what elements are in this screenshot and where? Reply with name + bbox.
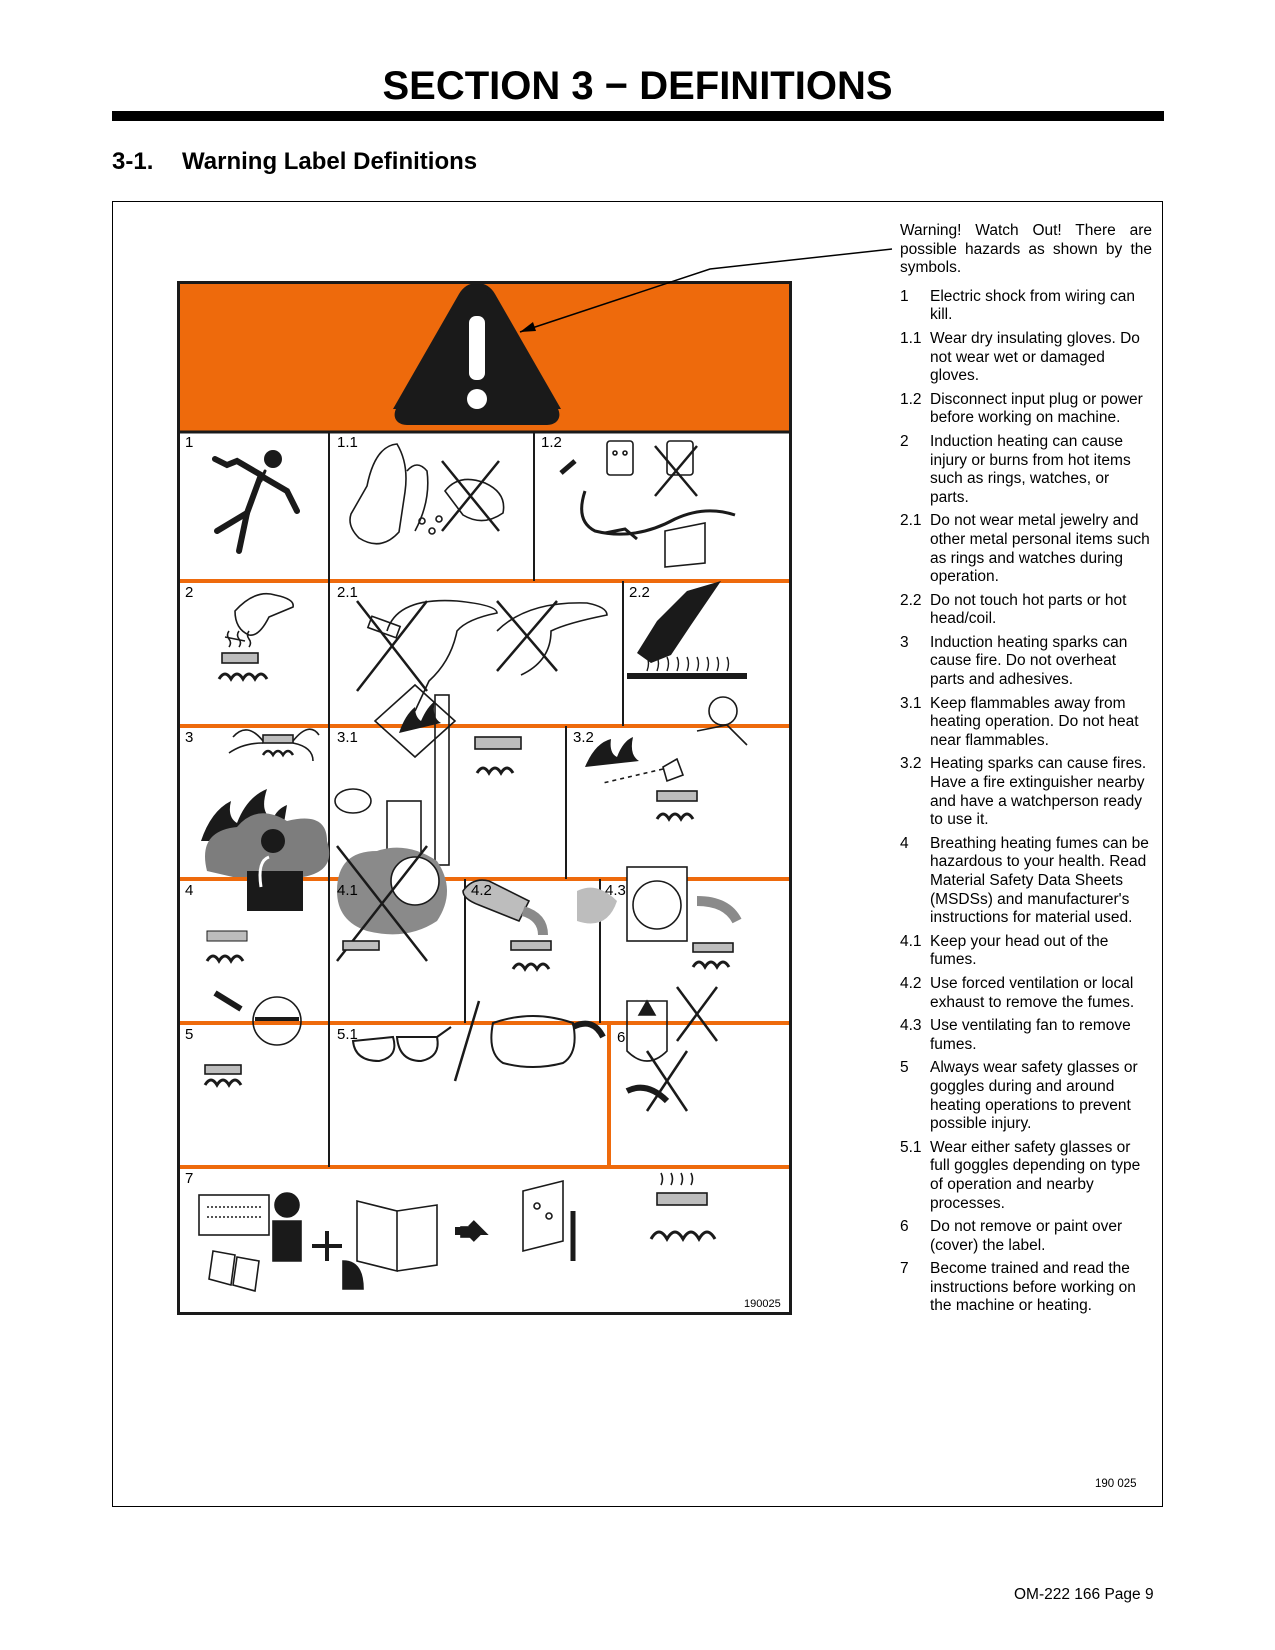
definition-number: 1.1 — [900, 329, 922, 347]
definition-item — [900, 1218, 1152, 1255]
label-id: 190025 — [744, 1298, 781, 1310]
definition-number: 5.1 — [900, 1138, 922, 1156]
definition-text: Do not touch hot parts or hot head/coil. — [930, 591, 1127, 628]
definition-number: 3 — [900, 633, 909, 651]
definition-number: 3.2 — [900, 755, 922, 773]
definition-text: Induction heating can cause injury or burns from hot items such as rings, watches, or parts. — [930, 432, 1131, 506]
section-title: SECTION 3 − DEFINITIONS — [382, 64, 893, 108]
definition-item — [900, 512, 1152, 586]
definition-number: 5 — [900, 1059, 909, 1077]
definition-text: Electric shock from wiring can kill. — [930, 287, 1136, 324]
definition-text: Use forced ventilation or local exhaust to remove the fumes. — [930, 974, 1135, 1011]
definition-text: Do not remove or paint over (cover) the label. — [930, 1218, 1123, 1254]
subsection-title: Warning Label Definitions — [182, 148, 478, 175]
definition-number: 1 — [900, 287, 909, 305]
cell-number-3-1: 3.1 — [337, 729, 358, 746]
definitions-intro: Warning! Watch Out! There are possible hazards as shown by the symbols. — [900, 222, 1152, 277]
definition-item — [900, 975, 1152, 1012]
definition-item — [900, 288, 1152, 325]
definition-number: 4.2 — [900, 974, 922, 992]
cell-number-5-1: 5.1 — [337, 1026, 358, 1043]
cell-number-2-1: 2.1 — [337, 584, 358, 601]
cell-number-4: 4 — [185, 882, 194, 899]
cell-number-1-2: 1.2 — [541, 434, 562, 451]
definition-number: 2.2 — [900, 591, 922, 609]
cell-number-3-2: 3.2 — [573, 729, 594, 746]
subsection-number: 3-1. — [112, 148, 154, 175]
definition-text: Become trained and read the instructions before working on the machine or heating. — [930, 1260, 1136, 1315]
definition-items — [900, 288, 1152, 1316]
definition-item — [900, 433, 1152, 507]
definition-number: 3.1 — [900, 694, 922, 712]
definition-number: 4.3 — [900, 1017, 922, 1035]
definition-text: Do not wear metal jewelry and other metal personal items such as rings and watches during operation. — [930, 512, 1150, 586]
definition-text: Wear either safety glasses or full goggles depending on type of operation and nearby processes. — [930, 1138, 1141, 1212]
definition-item — [900, 391, 1152, 428]
definition-text: Keep your head out of the fumes. — [930, 932, 1109, 969]
cell-number-1-1: 1.1 — [337, 434, 358, 451]
definitions-list — [900, 222, 1152, 1321]
cell-number-3: 3 — [185, 729, 194, 746]
definition-item — [900, 755, 1152, 829]
definition-item — [900, 695, 1152, 751]
definition-number: 2.1 — [900, 512, 922, 530]
definition-text: Heating sparks can cause fires. Have a fire extinguisher nearby and have a watchperson ready to use it. — [930, 755, 1147, 829]
definition-number: 7 — [900, 1260, 909, 1278]
definition-text: Wear dry insulating gloves. Do not wear wet or damaged gloves. — [930, 329, 1140, 385]
definition-number: 4.1 — [900, 932, 922, 950]
definition-item — [900, 1260, 1152, 1316]
cell-number-4-2: 4.2 — [471, 882, 492, 899]
definition-item — [900, 1059, 1152, 1133]
definition-text: Induction heating sparks can cause fire. Do not overheat parts and adhesives. — [930, 633, 1128, 689]
definition-text: Breathing heating fumes can be hazardous to your health. Read Material Safety Data Sheets (MSDSs) and manufacturer's instructions for material used. — [930, 834, 1149, 927]
cell-number-7: 7 — [185, 1170, 194, 1187]
definition-item — [900, 330, 1152, 386]
cell-number-2-2: 2.2 — [629, 584, 650, 601]
definition-number: 1.2 — [900, 390, 922, 408]
definition-item — [900, 1017, 1152, 1054]
page-footer: OM-222 166 Page 9 — [1014, 1586, 1154, 1603]
cell-number-1: 1 — [185, 434, 194, 451]
definition-number: 6 — [900, 1218, 909, 1236]
cell-number-5: 5 — [185, 1026, 194, 1043]
cell-number-6: 6 — [617, 1029, 626, 1046]
cell-number-4-3: 4.3 — [605, 882, 626, 899]
definition-number: 2 — [900, 432, 909, 450]
definition-text: Always wear safety glasses or goggles during and around heating operations to prevent possible injury. — [930, 1059, 1138, 1133]
definition-text: Use ventilating fan to remove fumes. — [930, 1017, 1131, 1053]
definition-number: 4 — [900, 834, 909, 852]
cell-number-4-1: 4.1 — [337, 882, 358, 899]
definition-text: Keep flammables away from heating operation. Do not heat near flammables. — [930, 694, 1139, 749]
definition-item — [900, 634, 1152, 690]
definition-item — [900, 933, 1152, 970]
definition-text: Disconnect input plug or power before working on machine. — [930, 390, 1143, 427]
diagram-id: 190 025 — [1095, 1478, 1137, 1490]
definition-item — [900, 835, 1152, 928]
definition-item — [900, 592, 1152, 629]
definition-item — [900, 1139, 1152, 1213]
cell-number-2: 2 — [185, 584, 194, 601]
